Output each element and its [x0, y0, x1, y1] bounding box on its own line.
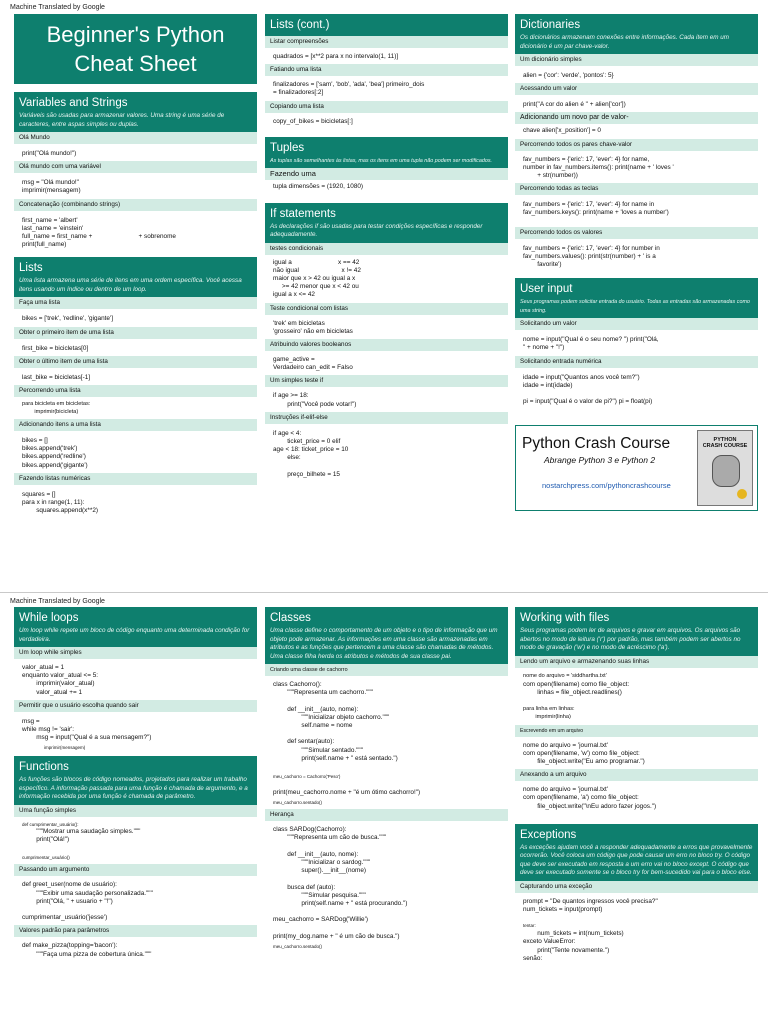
section-header-lists [14, 257, 257, 297]
section-title: Classes [270, 612, 311, 624]
ball-icon [737, 489, 747, 499]
page2-column-2 [265, 607, 508, 1024]
code-block: squares = [] para x in range(1, 11): squares.append(x**2) [22, 490, 99, 515]
section-title: Variables and Strings [19, 97, 128, 109]
subheading: Obter o primeiro item de uma lista [14, 327, 257, 339]
code-block: nome do arquivo = 'journal.txt' com open(filename, 'a') como file_object: file_object.write("\nEu adoro fazer jogos.") [523, 786, 657, 810]
code-block: print("A cor do alien é " + alien['cor']) [523, 101, 626, 109]
subheading: Uma função simples [14, 805, 257, 817]
section-title: Exceptions [520, 828, 577, 841]
code-block: first_bike = bicicletas[0] [22, 344, 89, 352]
code-block: fav_numbers = {'eric': 17, 'ever': 4} for number in fav_numbers.values(): print(str(number) + ' is a favorite') [523, 244, 660, 269]
section-description: Uma classe define o comportamento de um objeto e o tipo de informação que um objeto pode armazenar. As informações em uma classe são armazenadas em atributos e as funções que pertencem a uma classe são chamadas de métodos. Uma classe filha herda os atributos e métodos de sua classe pai. [270, 627, 498, 660]
section-description: Uma lista armazena uma série de itens em uma ordem específica. Você acessa itens usando um índice ou dentro de um loop. [19, 277, 242, 293]
code-block: class SARDog(Cachorro): """Representa um cão de busca.""" def __init__(auto, nome): """Inicializar o sardog.""" super().__init__(nome) busca def (auto): """Simular pesquisa.""" print(self.name + " está procurando.") meu_cachorro = SARDog('Willie') print(my_dog.name + " é um cão de busca.") [273, 826, 408, 940]
code-block: tupla dimensões = (1920, 1080) [273, 183, 364, 191]
section-title: Dictionaries [520, 19, 581, 31]
code-block: alien = {'cor': 'verde', 'pontos': 5} [523, 72, 614, 79]
subheading: Acessando um valor [515, 83, 758, 95]
code-block: 'trek' em bicicletas 'grosseiro' não em bicicletas [273, 319, 353, 335]
code-block: nome = input("Qual é o seu nome? ") print("Olá, " + nome + "!") [523, 336, 659, 352]
section-title: Lists (cont.) [270, 19, 330, 31]
section-description: As declarações if são usadas para testar condições específicas e responder adequadamente. [270, 222, 483, 239]
subheading: Um simples teste if [265, 375, 508, 387]
subheading: Capturando uma exceção [515, 881, 758, 893]
code-block: nome do arquivo = 'siddhartha.txt' [523, 672, 607, 679]
subheading: Concatenação (combinando strings) [14, 199, 257, 211]
section-description: Variáveis são usadas para armazenar valores. Uma string é uma série de caracteres, entre aspas simples ou duplas. [19, 112, 225, 128]
code-block: chave alien['x_position'] = 0 [523, 127, 601, 135]
section-title: User input [520, 283, 573, 296]
section-description: As funções são blocos de código nomeados, projetados para realizar um trabalho específico. A informação passada para uma função é chamada de argumento, e a informação recebida por uma função é chamada de parâmetro. [19, 776, 248, 801]
book-cover-text: PYTHON CRASH COURSE [702, 437, 748, 450]
subheading: Faça uma lista [14, 297, 257, 309]
subheading: Criando uma classe de cachorro [265, 664, 508, 676]
book-title: Python Crash Course [522, 435, 671, 453]
code-block: meu_cachorro = Cachorro('Peso') [273, 774, 341, 780]
code-block: fav_numbers = {'eric': 17, 'ever': 4} for name, number in fav_numbers.items(): print(name + ' loves ' + str(number)) [523, 155, 674, 180]
code-block: prompt = "De quantos ingressos você precisa?" num_tickets = input(prompt) [523, 897, 658, 913]
code-block: print(meu_cachorro.nome + "é um ótimo cachorro!") [273, 789, 421, 797]
book-cover-image [697, 430, 753, 506]
machine-translated-label: Machine Translated by Google [10, 598, 105, 605]
page2-column-1 [14, 607, 257, 1024]
subheading: Herança [265, 809, 508, 821]
code-block: meu_cachorro.sentado() [273, 944, 323, 950]
book-url-link[interactable]: nostarchpress.com/pythoncrashcourse [542, 481, 671, 491]
page1-column-3 [515, 14, 758, 580]
section-description: Seus programas podem solicitar entrada do usuário. Todas as entradas são armazenadas como uma string. [520, 299, 750, 314]
subheading: Olá Mundo [14, 132, 257, 144]
section-description: As tuplas são semelhantes às listas, mas os itens em uma tupla não podem ser modificados. [270, 157, 493, 164]
code-block: class Cachorro(): """Representa um cachorro.""" def __init__(auto, nome): """Inicializar objeto cachorro.""" self.name = nome def sentar(auto): """Simular sentado.""" print(self.name + " está sentado.") [273, 681, 398, 762]
section-header-working-with-files [515, 607, 758, 656]
code-block: para bicicleta em bicicletas: imprimir(bicicleta) [22, 401, 91, 416]
code-block: copy_of_bikes = bicicletas[:] [273, 117, 353, 125]
code-block: msg = while msg != 'sair': msg = input("Qual é a sua mensagem?") [22, 717, 152, 742]
code-block: para linha em linhas: imprimir(linha) [523, 706, 575, 721]
code-block: def greet_user(nome de usuário): """Exibir uma saudação personalizada.""" print("Olá, " + usuario + "!") cumprimentar_usuário('jesse') [22, 881, 153, 922]
code-block: """Mostrar uma saudação simples.""" print("Olá!") [36, 827, 141, 844]
section-title: If statements [270, 207, 336, 220]
code-block: game_active = Verdadeiro can_edit = Falso [273, 355, 353, 372]
code-block: nome do arquivo = 'journal.txt' com open(filename, 'w') como file_object: file_object.write("Eu amo programar.") [523, 741, 645, 765]
section-title: Lists [19, 262, 43, 275]
code-block: valor_atual = 1 enquanto valor_atual <= 5: imprimir(valor_atual) valor_atual += 1 [22, 664, 99, 696]
section-title: While loops [19, 612, 79, 624]
code-block: com open(filename) como file_object: linhas = file_object.readlines() [523, 680, 630, 696]
code-block: print("Olá mundo!") [22, 150, 77, 157]
subheading: Percorrendo todos os pares chave-valor [515, 139, 758, 151]
subheading: Solicitando um valor [515, 318, 758, 330]
subheading: Teste condicional com listas [265, 303, 508, 315]
subheading: Um dicionário simples [515, 54, 758, 66]
subheading: Fatiando uma lista [265, 64, 508, 76]
code-block: msg = "Olá mundo!" imprimir(mensagem) [22, 179, 81, 195]
section-header-tuples [265, 137, 508, 169]
page1-column-1 [14, 14, 257, 580]
code-block: finalizadores = ['sam', 'bob', 'ada', 'bea'] primeiro_dois = finalizadores[:2] [273, 81, 425, 97]
section-header-if-statements [265, 203, 508, 243]
subheading: Olá mundo com uma variável [14, 161, 257, 173]
subheading: Um loop while simples [14, 647, 257, 659]
subheading: Listar compreensões [265, 36, 508, 48]
code-block: last_bike = bicicletas[-1] [22, 373, 91, 381]
title-line-2: Cheat Sheet [74, 51, 197, 76]
code-block: def cumprimentar_usuário(): [22, 821, 79, 827]
robot-icon [712, 455, 740, 487]
page1-column-2 [265, 14, 508, 580]
code-block: quadrados = [x**2 para x no intervalo(1, 11)] [273, 53, 399, 60]
machine-translated-label: Machine Translated by Google [10, 4, 105, 11]
title-line-1: Beginner's Python [46, 22, 225, 47]
section-header-functions [14, 756, 257, 805]
cheat-sheet-title [14, 14, 257, 84]
code-block: bikes = [] bikes.append('trek') bikes.append('redline') bikes.append('gigante') [22, 437, 88, 469]
subheading: Solicitando entrada numérica [515, 356, 758, 368]
section-header-dictionaries [515, 14, 758, 54]
code-block: if age >= 18: print("Você pode votar!") [273, 392, 357, 408]
section-title: Working with files [520, 612, 610, 624]
subheading: Adicionando um novo par de valor- [515, 112, 758, 124]
subheading: Escrevendo em um arquivo [515, 725, 758, 737]
code-block: first_name = 'albert' last_name = 'einstein' full_name = first_name + + sobrenome print(full_name) [22, 216, 176, 249]
subheading: testes condicionais [265, 243, 508, 255]
code-block: fav_numbers = {'eric': 17, 'ever': 4} for name in fav_numbers.keys(): print(name + 'loves a number') [523, 201, 669, 217]
subheading: Passando um argumento [14, 864, 257, 876]
subheading: Fazendo uma [265, 168, 508, 180]
subheading: Percorrendo uma lista [14, 385, 257, 397]
section-header-classes [265, 607, 508, 664]
code-block: def make_pizza(topping='bacon'): """Faça uma pizza de cobertura única.""" [22, 942, 152, 958]
code-block: igual a x == 42 não igual x != 42 maior que x > 42 ou igual a x >= 42 menor que x < 42 ou igual a x <= 42 [273, 258, 361, 299]
code-block: num_tickets = int(num_tickets) exceto ValueError: print("Tente novamente.") senão: [523, 930, 624, 962]
code-block: meu_cachorro.sentado() [273, 800, 323, 806]
code-block: imprimir(mensagem) [44, 745, 86, 751]
section-description: Seus programas podem ler de arquivos e gravar em arquivos. Os arquivos são abertos no modo de leitura ('r') por padrão, mas também podem ser abertos no modo de gravação ('w') e no modo de acréscimo ('a'). [520, 627, 741, 651]
section-header-user-input [515, 278, 758, 318]
code-block: bikes = ['trek', 'redline', 'gigante'] [22, 315, 113, 323]
page2-column-3 [515, 607, 758, 1024]
subheading: Copiando uma lista [265, 101, 508, 113]
section-title: Functions [19, 761, 69, 774]
code-block: tentar: [523, 923, 536, 929]
section-title: Tuples [270, 141, 305, 154]
section-description: Um loop while repete um bloco de código enquanto uma determinada condição for verdadeira. [19, 627, 250, 643]
book-advert [515, 425, 758, 511]
section-description: Os dicionários armazenam conexões entre informações. Cada item em um dicionário é um par chave-valor. [520, 34, 729, 50]
section-header-exceptions [515, 824, 758, 881]
book-subtitle: Abrange Python 3 e Python 2 [544, 455, 656, 466]
section-header-variables [14, 92, 257, 132]
code-block: cumprimentar_usuário() [22, 855, 70, 861]
code-block: idade = input("Quantos anos você tem?") idade = int(idade) pi = input("Qual é o valor de pi?") pi = float(pi) [523, 373, 653, 406]
subheading: Valores padrão para parâmetros [14, 925, 257, 937]
section-header-lists-cont [265, 14, 508, 36]
subheading: Percorrendo todas as teclas [515, 183, 758, 195]
subheading: Lendo um arquivo e armazenando suas linhas [515, 656, 758, 668]
subheading: Fazendo listas numéricas [14, 473, 257, 485]
subheading: Instruções if-elif-else [265, 412, 508, 424]
subheading: Anexando a um arquivo [515, 769, 758, 781]
subheading: Percorrendo todos os valores [515, 227, 758, 239]
code-block: if age < 4: ticket_price = 0 elif age < 18: ticket_price = 10 else: preço_bilhete = 15 [273, 429, 349, 478]
subheading: Obter o último item de uma lista [14, 356, 257, 368]
section-description: As exceções ajudam você a responder adequadamente a erros que provavelmente ocorrerão. Você coloca um código que pode causar um erro no bloco try. O código que deve ser executado em resposta a um erro vai no bloco except. O código que deve ser executado somente se o bloco try for bem-sucedido vai para o bloco else. [520, 843, 753, 877]
subheading: Adicionando itens a uma lista [14, 419, 257, 431]
subheading: Atribuindo valores booleanos [265, 339, 508, 351]
page-divider [0, 592, 768, 593]
subheading: Permitir que o usuário escolha quando sair [14, 700, 257, 712]
section-header-while-loops [14, 607, 257, 647]
